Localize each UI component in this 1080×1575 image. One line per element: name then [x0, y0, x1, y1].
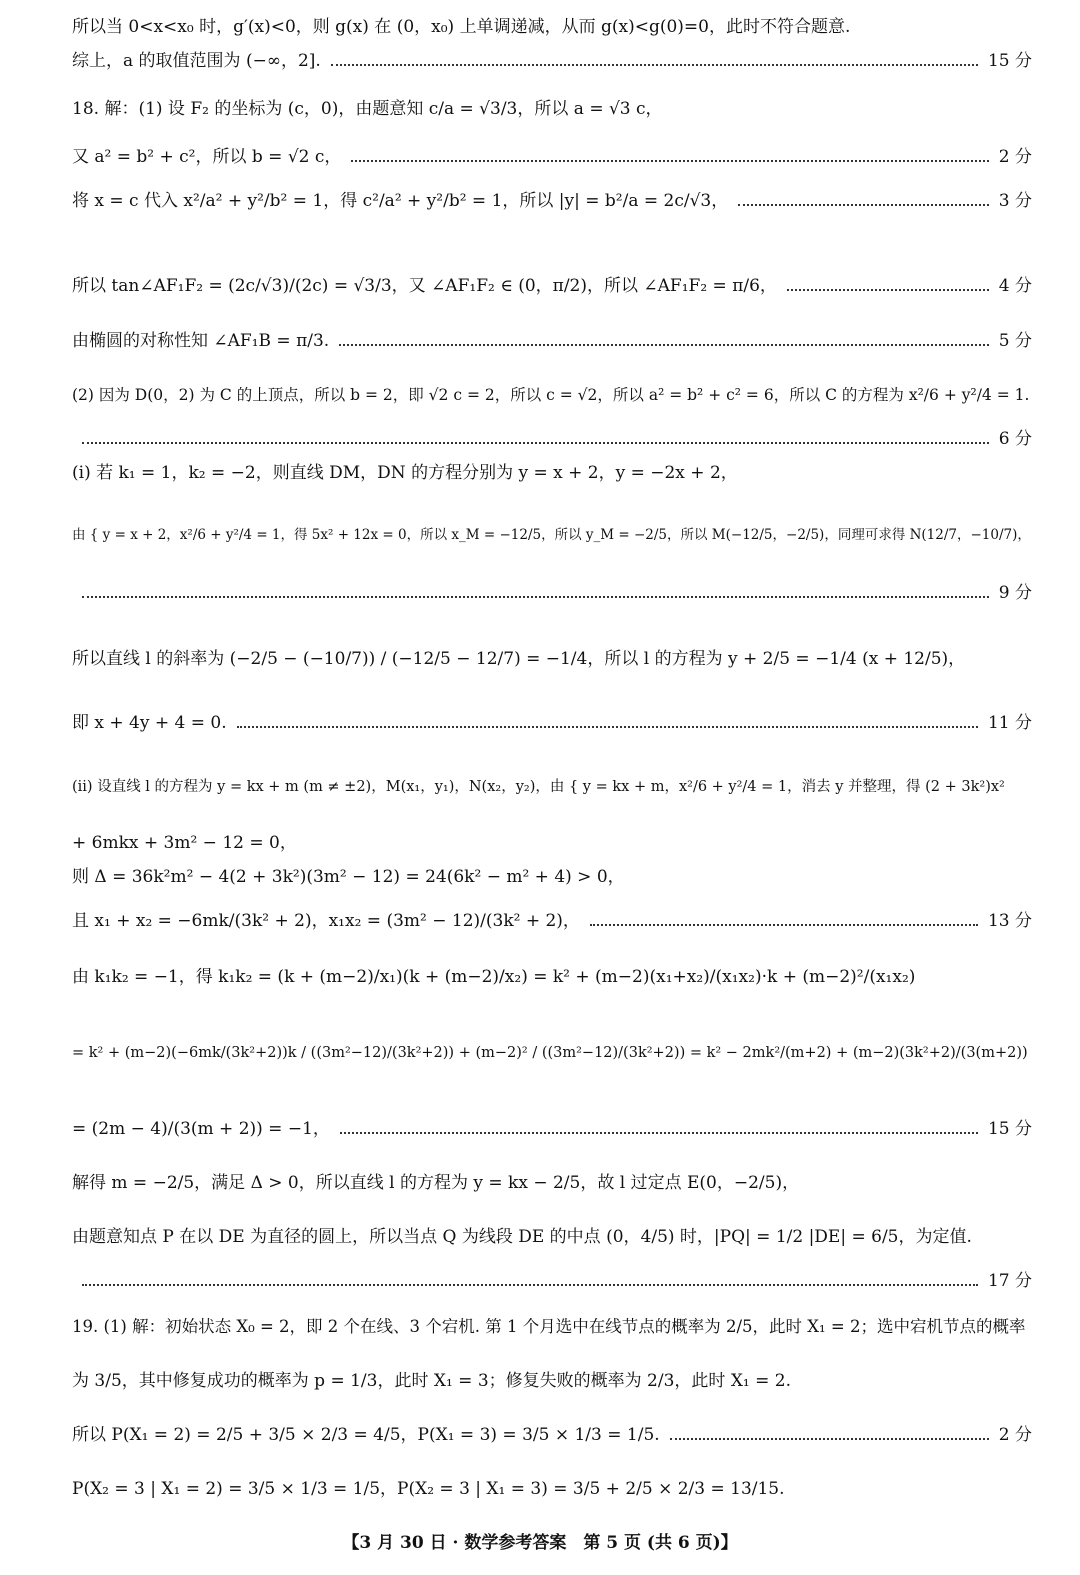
text-line [72, 1172, 1032, 1194]
score-label: 2 分 [998, 147, 1032, 167]
score-label: 2 分 [998, 1425, 1032, 1445]
text-line [72, 190, 1032, 212]
text-line [72, 832, 1032, 854]
score-label: 11 分 [987, 713, 1032, 733]
text-line [72, 582, 1032, 604]
text-line [72, 1424, 1032, 1446]
leader-dots [590, 924, 978, 926]
line-text: 综上，a 的取值范围为 (−∞，2]. [72, 51, 321, 71]
text-line [72, 50, 1032, 72]
text-line [72, 524, 1032, 546]
line-text: 则 Δ = 36k²m² − 4(2 + 3k²)(3m² − 12) = 24(6k² − m² + 4) > 0， [72, 867, 625, 887]
leader-dots [82, 596, 989, 598]
line-text: = k² + (m−2)(−6mk/(3k²+2))k / ((3m²−12)/(3k²+2)) + (m−2)² / ((3m²−12)/(3k²+2)) = k² − 2mk²/(m+2) + (m−2)(3k²+2)/(3(m+2)) [72, 1045, 1028, 1061]
leader-dots [340, 1132, 978, 1134]
text-line [72, 330, 1032, 352]
line-text: 18. 解：(1) 设 F₂ 的坐标为 (c，0)，由题意知 c/a = √3/3，所以 a = √3 c， [72, 99, 663, 119]
text-line [72, 16, 1032, 38]
score-label: 13 分 [987, 911, 1032, 931]
score-label: 15 分 [987, 1119, 1032, 1139]
text-line [72, 1118, 1032, 1140]
score-label: 9 分 [998, 583, 1032, 603]
text-line [72, 275, 1032, 297]
line-text: (ⅰ) 若 k₁ = 1，k₂ = −2，则直线 DM，DN 的方程分别为 y = x + 2，y = −2x + 2， [72, 463, 738, 483]
line-text: = (2m − 4)/(3(m + 2)) = −1， [72, 1119, 330, 1139]
score-label: 3 分 [998, 191, 1032, 211]
line-text: (2) 因为 D(0，2) 为 C 的上顶点，所以 b = 2，即 √2 c = 2，所以 c = √2，所以 a² = b² + c² = 6，所以 C 的方程为 x²/6 + y²/4 = 1. [72, 386, 1030, 404]
line-text: 所以当 0<x<x₀ 时，g′(x)<0，则 g(x) 在 (0，x₀) 上单调递减，从而 g(x)<g(0)=0，此时不符合题意. [72, 17, 851, 37]
text-line [72, 98, 1032, 120]
line-text: 将 x = c 代入 x²/a² + y²/b² = 1，得 c²/a² + y²/b² = 1，所以 |y| = b²/a = 2c/√3， [72, 191, 729, 211]
leader-dots [82, 1284, 978, 1286]
score-label: 15 分 [987, 51, 1032, 71]
text-line [72, 1370, 1032, 1392]
line-text: + 6mkx + 3m² − 12 = 0， [72, 833, 297, 853]
line-text: 由 k₁k₂ = −1，得 k₁k₂ = (k + (m−2)/x₁)(k + (m−2)/x₂) = k² + (m−2)(x₁+x₂)/(x₁x₂)·k + (m−2)²/(x₁x₂) [72, 967, 916, 987]
leader-dots [670, 1438, 989, 1440]
score-label: 4 分 [998, 276, 1032, 296]
leader-dots [331, 64, 978, 66]
text-line [72, 648, 1032, 670]
text-line [72, 1316, 1032, 1338]
line-text: P(X₂ = 3 | X₁ = 2) = 3/5 × 1/3 = 1/5，P(X₂ = 3 | X₁ = 3) = 3/5 + 2/5 × 2/3 = 13/15. [72, 1479, 785, 1499]
text-line [72, 1270, 1032, 1292]
leader-dots [738, 204, 989, 206]
score-label: 17 分 [987, 1271, 1032, 1291]
leader-dots [339, 344, 989, 346]
page-footer: 【3 月 30 日 · 数学参考答案 第 5 页 (共 6 页)】 [342, 1533, 738, 1553]
text-line [72, 1042, 1032, 1064]
leader-dots [787, 289, 989, 291]
text-line [72, 384, 1032, 406]
line-text: 所以 tan∠AF₁F₂ = (2c/√3)/(2c) = √3/3，又 ∠AF₁F₂ ∈ (0，π/2)，所以 ∠AF₁F₂ = π/6， [72, 276, 777, 296]
line-text: 所以直线 l 的斜率为 (−2/5 − (−10/7)) / (−12/5 − 12/7) = −1/4，所以 l 的方程为 y + 2/5 = −1/4 (x + 12/5)， [72, 649, 966, 669]
text-line [72, 866, 1032, 888]
line-text: 为 3/5，其中修复成功的概率为 p = 1/3，此时 X₁ = 3；修复失败的概率为 2/3，此时 X₁ = 2. [72, 1371, 792, 1391]
line-text: 解得 m = −2/5，满足 Δ > 0，所以直线 l 的方程为 y = kx − 2/5，故 l 过定点 E(0，−2/5)， [72, 1173, 800, 1193]
line-text: (ⅱ) 设直线 l 的方程为 y = kx + m (m ≠ ±2)，M(x₁，y₁)，N(x₂，y₂)，由 { y = kx + m，x²/6 + y²/4 = 1，消去 y 并整理，得 (2 + 3k²)x² [72, 779, 1005, 795]
line-text: 由 { y = x + 2，x²/6 + y²/4 = 1，得 5x² + 12x = 0，所以 x_M = −12/5，所以 y_M = −2/5，所以 M(−12/5，−2/5)，同理可求得 N(12/7，−10/7)， [72, 527, 1031, 543]
line-text: 19. (1) 解：初始状态 X₀ = 2，即 2 个在线、3 个宕机. 第 1 个月选中在线节点的概率为 2/5，此时 X₁ = 2；选中宕机节点的概率 [72, 1317, 1026, 1336]
text-line [72, 146, 1032, 168]
leader-dots [82, 442, 989, 444]
leader-dots [351, 160, 988, 162]
line-text: 且 x₁ + x₂ = −6mk/(3k² + 2)，x₁x₂ = (3m² − 12)/(3k² + 2)， [72, 911, 580, 931]
line-text: 由椭圆的对称性知 ∠AF₁B = π/3. [72, 331, 330, 351]
score-label: 6 分 [998, 429, 1032, 449]
score-label: 5 分 [998, 331, 1032, 351]
line-text: 由题意知点 P 在以 DE 为直径的圆上，所以当点 Q 为线段 DE 的中点 (0，4/5) 时，|PQ| = 1/2 |DE| = 6/5，为定值. [72, 1227, 972, 1247]
text-line [72, 966, 1032, 988]
leader-dots [237, 726, 978, 728]
text-line [72, 776, 1032, 798]
text-line [72, 428, 1032, 450]
line-text: 所以 P(X₁ = 2) = 2/5 + 3/5 × 2/3 = 4/5，P(X₁ = 3) = 3/5 × 1/3 = 1/5. [72, 1425, 660, 1445]
line-text: 又 a² = b² + c²，所以 b = √2 c， [72, 147, 342, 167]
text-line [72, 1226, 1032, 1248]
text-line [72, 712, 1032, 734]
text-line [72, 1478, 1032, 1500]
line-text: 即 x + 4y + 4 = 0. [72, 713, 227, 733]
text-line [72, 462, 1032, 484]
text-line [72, 910, 1032, 932]
